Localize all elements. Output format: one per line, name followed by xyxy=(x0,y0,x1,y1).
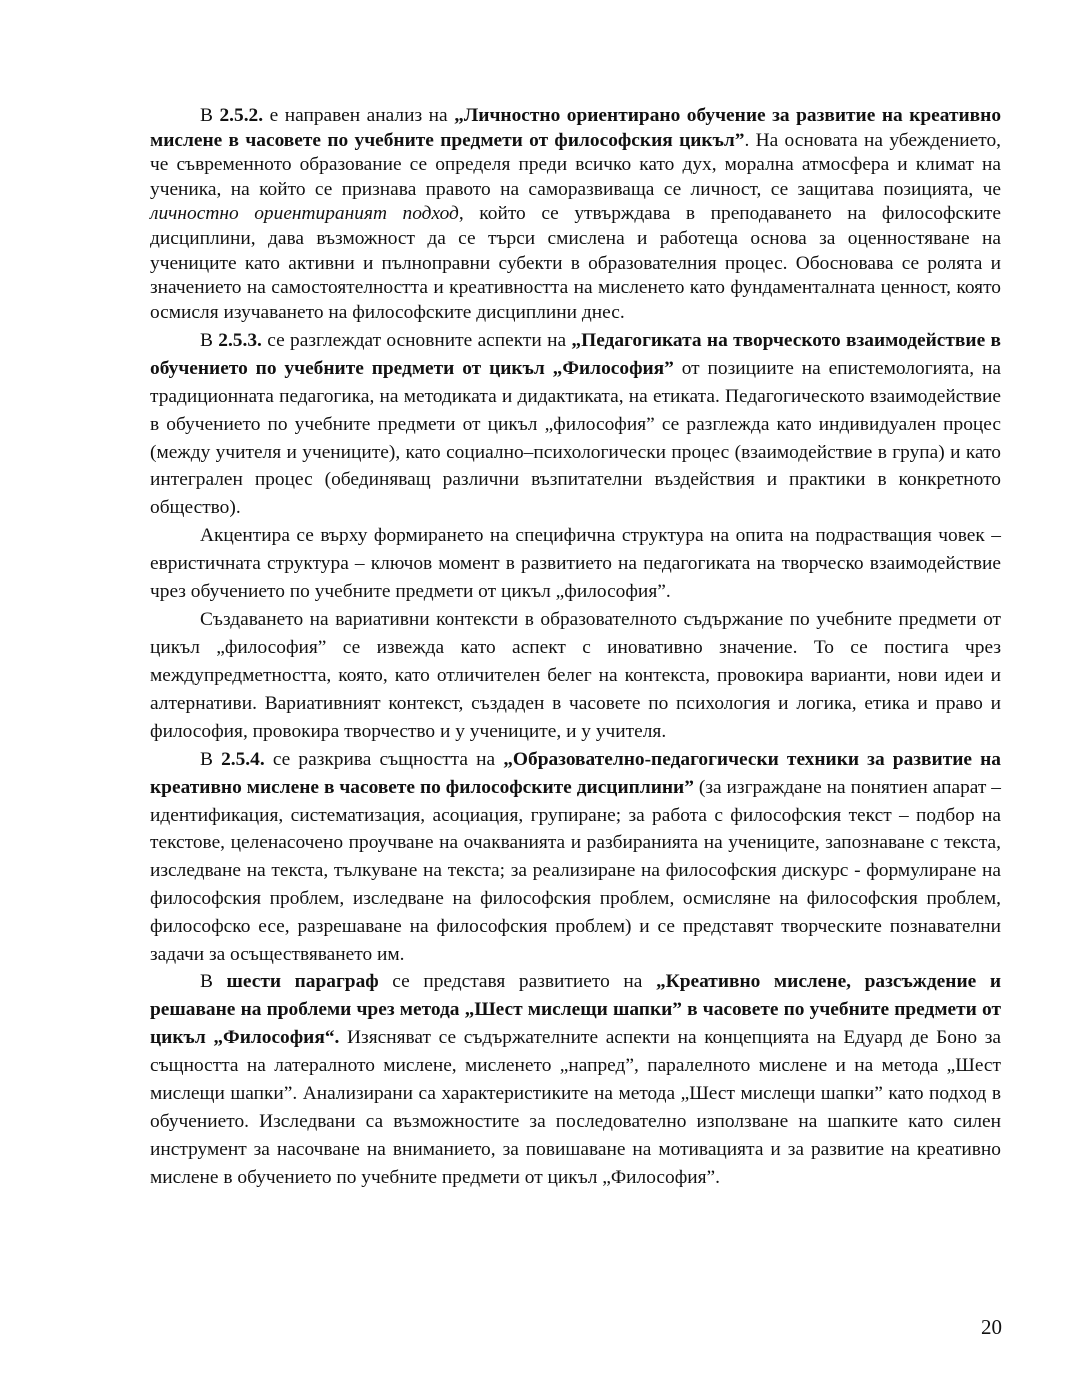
paragraph-heuristic-structure xyxy=(150,522,1001,606)
text-run: В xyxy=(200,330,219,352)
text-run: Създаването на вариативни контексти в образователното съдържание по учебните предмети от цикъл „философия” се извежда като аспект с иновативно значение. То се постига чрез междупредметността, която, като отличителен белег на контекста, провокира варианти, нови идеи и алтернативи. Вариативният контекст, създаден в часовете по психология и логика, етика и право и философия, провокира творчество и у учениците, и у учителя. xyxy=(150,608,1001,742)
paragraph-sixth xyxy=(150,968,1001,1192)
paragraph-2-5-2 xyxy=(150,104,1001,325)
text-run: , който се утвърждава в преподаването на философските дисциплини, дава възможност да се търси смислена и работеща основа за оценностяване на учениците като активни и пълноправни субекти в образователния процес. Обосновава се ролята и значението на самостоятелността и креативността на мисленето като фундаменталната ценност, която осмисля изучаването на философските дисциплини днес. xyxy=(150,203,1001,323)
paragraph-variative-contexts xyxy=(150,606,1001,746)
text-run: се разглеждат основните аспекти на xyxy=(261,330,572,352)
section-title: „Личностно ориентирано обучение за развитие на креативно мислене в часовете по учебните предмети от философския цикъл” xyxy=(150,105,1002,151)
section-reference: шести параграф xyxy=(226,971,379,993)
text-run: В xyxy=(200,971,227,993)
text-run: . На основата на убеждението, че съвременното образование се определя преди всичко като дух, морална атмосфера и климат на ученика, на който се признава правото на саморазвиваща се личност, се защитава позицията, че xyxy=(150,129,1001,200)
page-number: 20 xyxy=(981,1315,1002,1339)
paragraph-2-5-3 xyxy=(150,327,1001,522)
text-run: от позициите на епистемологията, на традиционната педагогика, на методиката и дидактиката, на етиката. Педагогическото взаимодействие в обучението по учебните предмети от цикъл „философия” се разглежда като индивидуален процес (между учителя и учениците), като социално–психологически процес (взаимодействие в група) и като интегрален процес (обединяващ различни възпитателни въздействия и практики в конкретното общество). xyxy=(150,358,1001,519)
section-title: „Педагогиката на творческото взаимодействие в обучението по учебните предмети от цикъл „Философия” xyxy=(150,330,1001,380)
section-number: 2.5.4. xyxy=(221,748,265,770)
section-title: „Образователно-педагогически техники за развитие на креативно мислене в часовете по философските дисциплини” xyxy=(150,748,1001,798)
text-run: се разкрива същността на xyxy=(264,748,504,770)
text-run: е направен анализ на xyxy=(263,105,455,126)
section-number: 2.5.2. xyxy=(219,105,264,126)
section-number: 2.5.3. xyxy=(218,330,262,352)
italic-term: личностно ориентираният подход xyxy=(150,203,459,225)
text-run: се представя развитието на xyxy=(378,971,656,993)
section-title: „Креативно мислене, разсъждение и решаване на проблеми чрез метода „Шест мислещи шапки” в часовете по учебните предмети от цикъл „Философия“. xyxy=(150,971,1001,1049)
text-run: В xyxy=(200,105,220,126)
text-run: В xyxy=(200,748,222,770)
paragraph-2-5-4 xyxy=(150,746,1001,968)
body-text xyxy=(150,104,1001,1192)
text-run: Акцентира се върху формирането на специфична структура на опита на подрастващия човек – евристичната структура – ключов момент в развитието на педагогиката на творческо взаимодействие чрез обучението по учебните предмети от цикъл „философия”. xyxy=(150,524,1001,602)
text-run: (за изграждане на понятиен апарат – идентификация, систематизация, асоциация, групиране; за работа с философския текст – подбор на текстове, целенасочено проучване на очакванията и разбиранията на учениците, запознаване с текста, изследване на текста, тълкуване на текста; за реализиране на философския дискурс - формулиране на философския проблем, изследване на философския проблем, осмисляне на философския проблем, философско есе, разрешаване на философския проблем) и се представят творческите познавателни задачи за осъществяването им. xyxy=(150,776,1001,965)
text-run: Изясняват се съдържателните аспекти на концепцията на Едуард де Боно за същността на латералното мислене, мисленето „напред”, паралелното мислене и на метода „Шест мислещи шапки”. Анализирани са характеристиките на метода „Шест мислещи шапки” като подход в обучението. Изследвани са възможностите за последователно използване на шапките като силен инструмент за насочване на вниманието, за повишаване на мотивацията и за развитие на креативно мислене в обучението по учебните предмети от цикъл „Философия”. xyxy=(150,1027,1001,1189)
